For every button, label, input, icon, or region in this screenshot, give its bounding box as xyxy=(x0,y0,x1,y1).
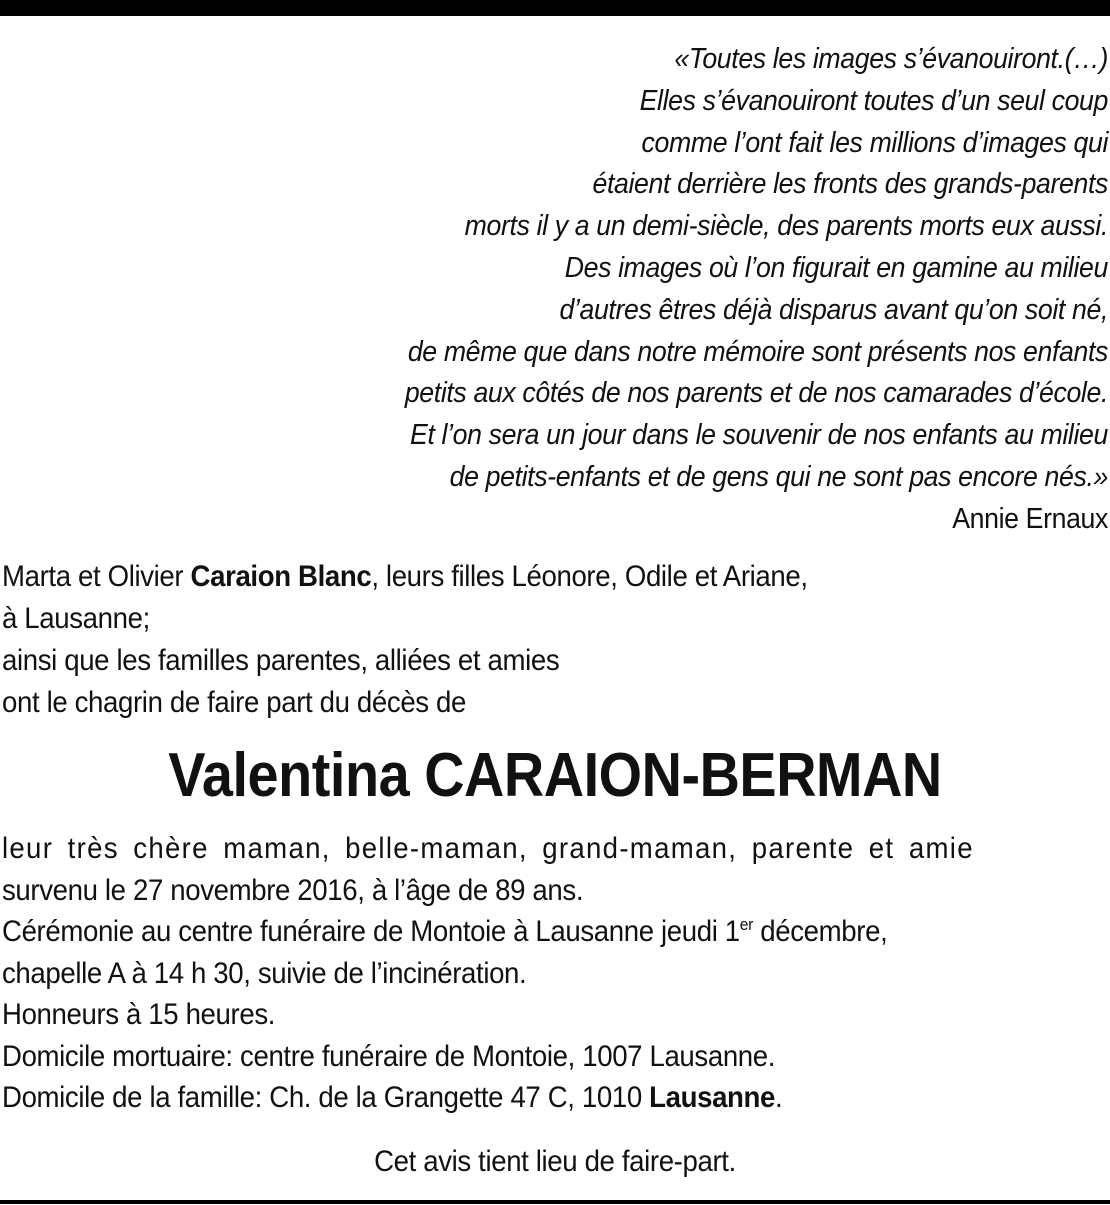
quote-line: «Toutes les images s’évanouiront.(…) xyxy=(674,43,1108,75)
ceremony-month: décembre, xyxy=(752,915,888,948)
quote-line: morts il y a un demi-siècle, des parents morts eux aussi. xyxy=(464,210,1108,243)
family-line-2: à Lausanne; xyxy=(2,602,150,635)
family-surname: Caraion Blanc xyxy=(190,560,372,593)
quote-line: Et l’on sera un jour dans le souvenir de nos enfants au milieu xyxy=(410,419,1109,452)
quote-author: Annie Ernaux xyxy=(952,502,1108,535)
family-line-4: ont le chagrin de faire part du décès de xyxy=(2,686,466,719)
quote-line: d’autres êtres déjà disparus avant qu’on soit né, xyxy=(559,293,1108,326)
quote-line: étaient derrière les fronts des grands-parents xyxy=(592,168,1108,201)
quote-line: comme l’ont fait les millions d’images qui xyxy=(641,126,1108,159)
details-line-1: leur très chère maman, belle-maman, grand-maman, parente et amie xyxy=(2,832,974,865)
funeral-details xyxy=(2,828,1014,1119)
address-period: . xyxy=(775,1081,783,1114)
family-announcement xyxy=(2,556,1014,724)
details-line-5: Honneurs à 15 heures. xyxy=(2,998,276,1031)
family-names-suffix: , leurs filles Léonore, Odile et Ariane, xyxy=(371,560,808,593)
ordinal-suffix: er xyxy=(739,915,753,934)
family-city: Lausanne xyxy=(649,1081,776,1114)
details-line-3 xyxy=(2,911,1014,953)
epigraph-quote xyxy=(188,39,1108,541)
family-line-3: ainsi que les familles parentes, alliées et amies xyxy=(2,644,560,677)
quote-line: de petits-enfants et de gens qui ne sont pas encore nés.» xyxy=(449,460,1108,493)
details-line-4: chapelle A à 14 h 30, suivie de l’incinération. xyxy=(2,956,527,990)
quote-line: de même que dans notre mémoire sont présents nos enfants xyxy=(407,335,1108,368)
deceased-name: Valentina CARAION-BERMAN xyxy=(168,741,942,810)
family-line-1 xyxy=(2,556,1014,598)
family-names-prefix: Marta et Olivier xyxy=(2,560,191,593)
quote-line: petits aux côtés de nos parents et de nos camarades d’école. xyxy=(404,377,1108,410)
details-line-2: survenu le 27 novembre 2016, à l’âge de 89 ans. xyxy=(2,873,584,907)
details-line-7 xyxy=(2,1077,1014,1119)
closing-note: Cet avis tient lieu de faire-part. xyxy=(374,1145,736,1178)
quote-line: Elles s’évanouiront toutes d’un seul coup xyxy=(639,84,1108,117)
top-border-rule xyxy=(0,0,1110,16)
ceremony-text: Cérémonie au centre funéraire de Montoie à Lausanne jeudi 1 xyxy=(2,915,740,948)
family-address: Domicile de la famille: Ch. de la Grangette 47 C, 1010 xyxy=(2,1081,650,1114)
bottom-border-rule xyxy=(0,1200,1110,1204)
details-line-6: Domicile mortuaire: centre funéraire de Montoie, 1007 Lausanne. xyxy=(2,1039,776,1073)
quote-line: Des images où l’on figurait en gamine au milieu xyxy=(564,251,1108,284)
